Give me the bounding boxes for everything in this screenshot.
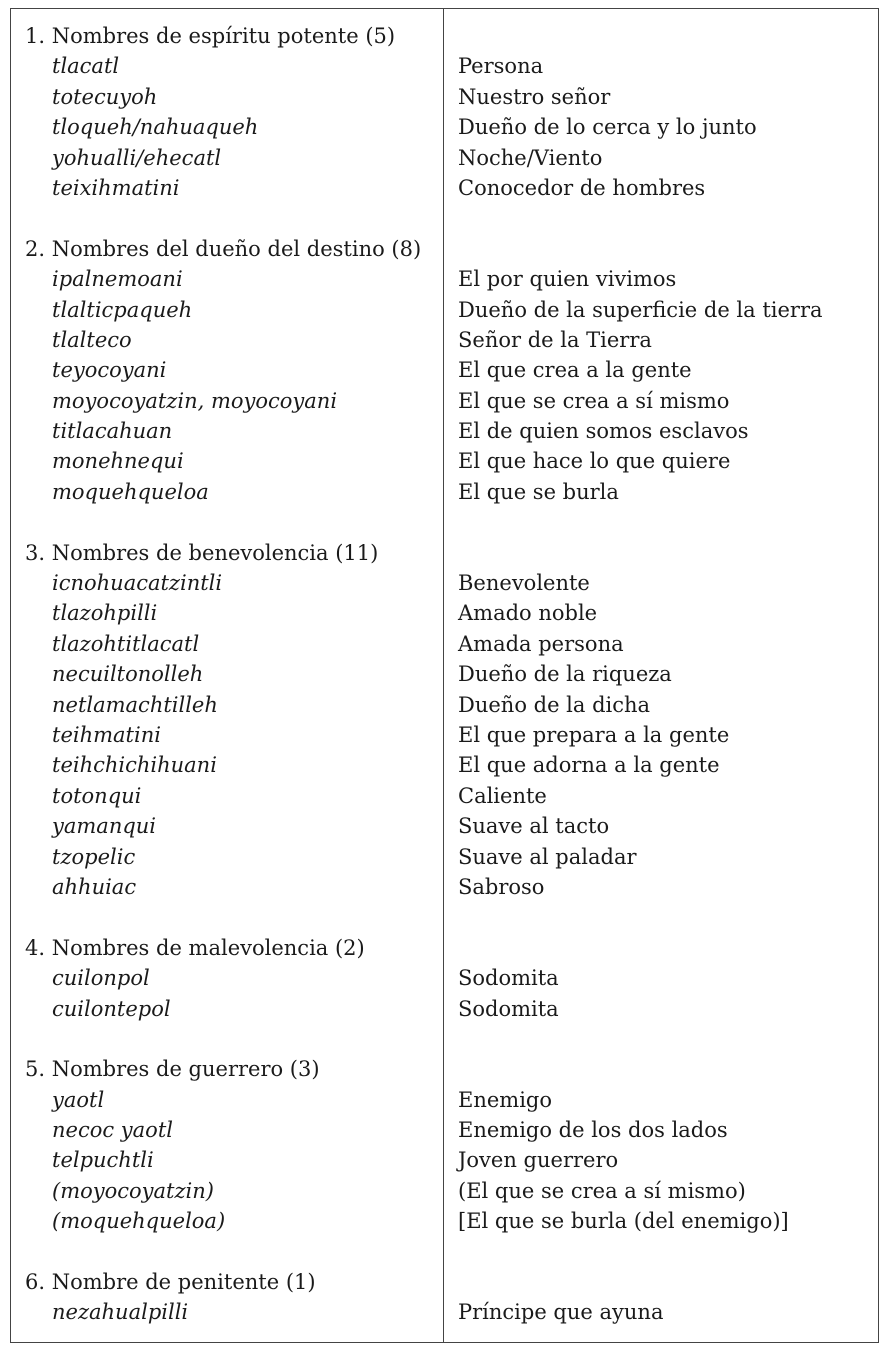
- spanish-meaning: Señor de la Tierra: [458, 327, 652, 352]
- spanish-meaning: El por quien vivimos: [458, 267, 677, 292]
- spanish-meaning: Caliente: [458, 783, 547, 808]
- nahuatl-term: yaotl: [52, 1087, 105, 1112]
- section-gap: [11, 1024, 878, 1054]
- section-heading-row: [11, 538, 878, 568]
- nahuatl-term: cuilonpol: [52, 966, 150, 991]
- section-heading-row: [11, 21, 878, 51]
- section-heading-row: [11, 1267, 878, 1297]
- table-row: [11, 963, 878, 993]
- spanish-meaning: El que se burla: [458, 479, 619, 504]
- section-heading: 5. Nombres de guerrero (3): [25, 1057, 320, 1082]
- table-content: [11, 21, 878, 1328]
- table-row: [11, 720, 878, 750]
- nahuatl-term: titlacahuan: [52, 419, 173, 444]
- section-heading: 3. Nombres de benevolencia (11): [25, 540, 379, 565]
- table-row: [11, 477, 878, 507]
- nahuatl-term: tlalteco: [52, 327, 132, 352]
- table-row: [11, 994, 878, 1024]
- nahuatl-term: teihmatini: [52, 722, 161, 747]
- nahuatl-term: yohualli/ehecatl: [52, 145, 222, 170]
- table-row: [11, 781, 878, 811]
- table-row: [11, 446, 878, 476]
- section-gap: [11, 507, 878, 537]
- nahuatl-term: telpuchtli: [52, 1148, 154, 1173]
- table-row: [11, 355, 878, 385]
- nahuatl-term: tlalticpaqueh: [52, 297, 193, 322]
- spanish-meaning: Sabroso: [458, 874, 545, 899]
- section-heading-row: [11, 1054, 878, 1084]
- nahuatl-term: nezahualpilli: [52, 1300, 189, 1325]
- table-row: [11, 416, 878, 446]
- nahuatl-term: (moquehqueloa): [52, 1209, 226, 1234]
- spanish-meaning: Enemigo de los dos lados: [458, 1118, 728, 1143]
- nahuatl-term: moquehqueloa: [52, 479, 209, 504]
- nahuatl-term: totecuyoh: [52, 84, 158, 109]
- table-row: [11, 568, 878, 598]
- spanish-meaning: El que hace lo que quiere: [458, 449, 731, 474]
- table-row: [11, 264, 878, 294]
- spanish-meaning: Conocedor de hombres: [458, 175, 706, 200]
- nahuatl-term: netlamachtilleh: [52, 692, 218, 717]
- spanish-meaning: El que prepara a la gente: [458, 722, 730, 747]
- nahuatl-term: tzopelic: [52, 844, 136, 869]
- spanish-meaning: Príncipe que ayuna: [458, 1300, 664, 1325]
- table-row: [11, 112, 878, 142]
- table-row: [11, 811, 878, 841]
- spanish-meaning: (El que se crea a sí mismo): [458, 1178, 746, 1203]
- table-row: [11, 1085, 878, 1115]
- table-row: [11, 1206, 878, 1236]
- nahuatl-term: cuilontepol: [52, 996, 171, 1021]
- table-row: [11, 659, 878, 689]
- table-row: [11, 598, 878, 628]
- section-heading-row: [11, 234, 878, 264]
- nahuatl-term: tlazohtitlacatl: [52, 631, 200, 656]
- nahuatl-term: totonqui: [52, 783, 142, 808]
- spanish-meaning: Noche/Viento: [458, 145, 603, 170]
- table-row: [11, 143, 878, 173]
- spanish-meaning: Amada persona: [458, 631, 624, 656]
- spanish-meaning: Suave al paladar: [458, 844, 637, 869]
- spanish-meaning: Dueño de la dicha: [458, 692, 651, 717]
- spanish-meaning: Dueño de la superficie de la tierra: [458, 297, 823, 322]
- spanish-meaning: Joven guerrero: [458, 1148, 619, 1173]
- nahuatl-term: icnohuacatzintli: [52, 571, 223, 596]
- nahuatl-term: teixihmatini: [52, 175, 180, 200]
- table-row: [11, 842, 878, 872]
- section-gap: [11, 1237, 878, 1267]
- table-row: [11, 295, 878, 325]
- table-row: [11, 386, 878, 416]
- names-table: [10, 8, 879, 1343]
- nahuatl-term: ipalnemoani: [52, 267, 183, 292]
- table-row: [11, 1176, 878, 1206]
- spanish-meaning: Dueño de lo cerca y lo junto: [458, 115, 757, 140]
- table-row: [11, 1297, 878, 1327]
- spanish-meaning: Benevolente: [458, 571, 590, 596]
- nahuatl-term: tlacatl: [52, 54, 120, 79]
- section-gap: [11, 902, 878, 932]
- spanish-meaning: Amado noble: [458, 601, 598, 626]
- nahuatl-term: ahhuiac: [52, 874, 137, 899]
- spanish-meaning: El de quien somos esclavos: [458, 419, 749, 444]
- table-row: [11, 1115, 878, 1145]
- table-row: [11, 690, 878, 720]
- table-row: [11, 173, 878, 203]
- spanish-meaning: Dueño de la riqueza: [458, 662, 672, 687]
- table-row: [11, 629, 878, 659]
- section-heading: 1. Nombres de espíritu potente (5): [25, 24, 396, 48]
- spanish-meaning: Persona: [458, 54, 544, 79]
- section-heading-row: [11, 933, 878, 963]
- spanish-meaning: Suave al tacto: [458, 814, 610, 839]
- nahuatl-term: necuiltonolleh: [52, 662, 204, 687]
- table-row: [11, 872, 878, 902]
- nahuatl-term: necoc yaotl: [52, 1118, 173, 1143]
- nahuatl-term: tlazohpilli: [52, 601, 158, 626]
- table-row: [11, 325, 878, 355]
- table-row: [11, 750, 878, 780]
- section-heading: 4. Nombres de malevolencia (2): [25, 935, 365, 960]
- nahuatl-term: moyocoyatzin, moyocoyani: [52, 388, 338, 413]
- nahuatl-term: teyocoyani: [52, 358, 167, 383]
- spanish-meaning: Enemigo: [458, 1087, 552, 1112]
- nahuatl-term: yamanqui: [52, 814, 157, 839]
- section-heading: 2. Nombres del dueño del destino (8): [25, 236, 422, 261]
- table-row: [11, 82, 878, 112]
- spanish-meaning: Sodomita: [458, 966, 559, 991]
- table-row: [11, 1145, 878, 1175]
- nahuatl-term: (moyocoyatzin): [52, 1178, 214, 1203]
- spanish-meaning: El que crea a la gente: [458, 358, 692, 383]
- spanish-meaning: [El que se burla (del enemigo)]: [458, 1209, 789, 1234]
- spanish-meaning: El que se crea a sí mismo: [458, 388, 730, 413]
- section-gap: [11, 203, 878, 233]
- nahuatl-term: tloqueh/nahuaqueh: [52, 115, 259, 140]
- spanish-meaning: Sodomita: [458, 996, 559, 1021]
- nahuatl-term: teihchichihuani: [52, 753, 217, 778]
- spanish-meaning: Nuestro señor: [458, 84, 611, 109]
- section-heading: 6. Nombre de penitente (1): [25, 1270, 316, 1295]
- table-row: [11, 51, 878, 81]
- nahuatl-term: monehnequi: [52, 449, 184, 474]
- spanish-meaning: El que adorna a la gente: [458, 753, 720, 778]
